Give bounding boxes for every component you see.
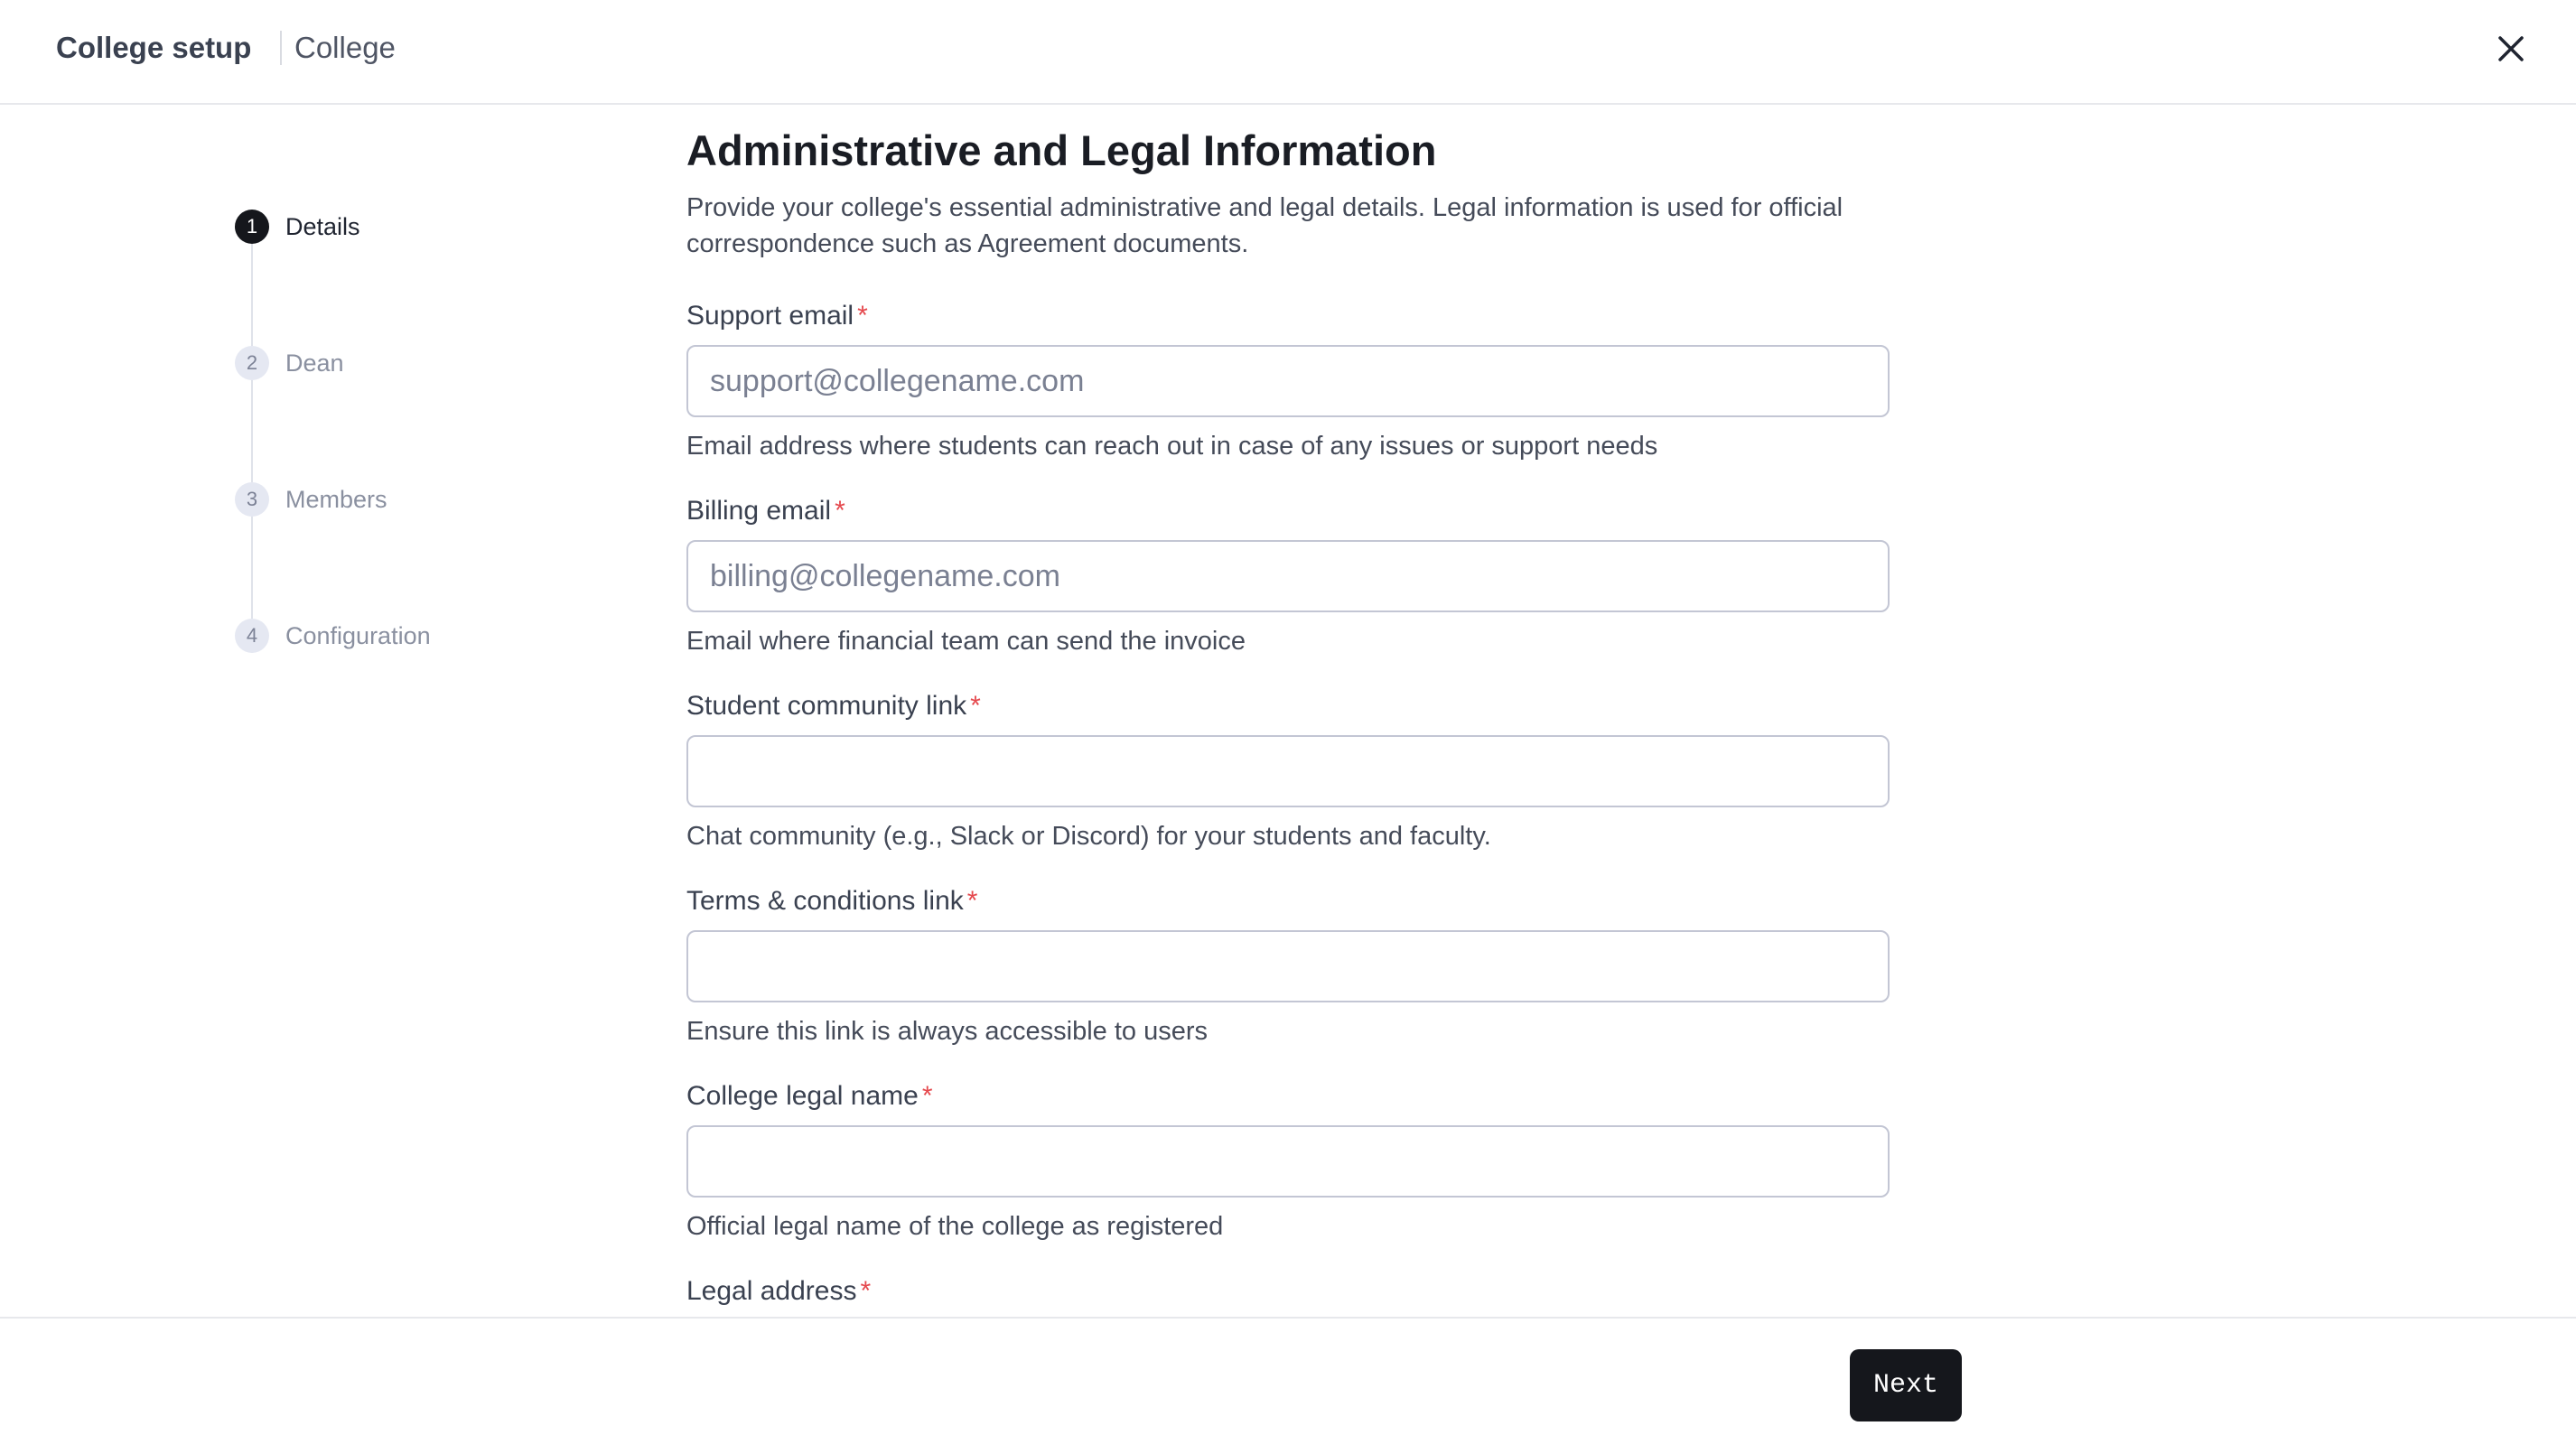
step-label: Details bbox=[285, 212, 360, 240]
section-title: Administrative and Legal Information bbox=[686, 126, 1437, 174]
field-label: Student community link bbox=[686, 691, 967, 721]
required-asterisk: * bbox=[857, 301, 868, 331]
support-email-input[interactable] bbox=[686, 345, 1890, 417]
step-connector bbox=[251, 380, 253, 482]
student-community-link-field bbox=[686, 688, 1890, 854]
field-label: College legal name bbox=[686, 1081, 919, 1111]
required-asterisk: * bbox=[921, 1081, 933, 1111]
breadcrumb-divider bbox=[280, 31, 282, 65]
step-number: 2 bbox=[235, 346, 269, 380]
step-number: 3 bbox=[235, 482, 269, 517]
terms-conditions-link-field bbox=[686, 883, 1890, 1049]
footer-bar bbox=[0, 1317, 2576, 1454]
field-hint: Email where financial team can send the invoice bbox=[686, 627, 1246, 656]
field-label: Legal address bbox=[686, 1276, 857, 1306]
step-connector bbox=[251, 517, 253, 619]
field-hint: Official legal name of the college as registered bbox=[686, 1212, 1224, 1241]
form-content bbox=[686, 119, 1890, 1306]
required-asterisk: * bbox=[835, 496, 845, 526]
terms-conditions-link-input[interactable] bbox=[686, 930, 1890, 1002]
billing-email-input[interactable] bbox=[686, 540, 1890, 612]
step-connector bbox=[251, 244, 253, 346]
step-label: Dean bbox=[285, 349, 344, 377]
field-label: Billing email bbox=[686, 496, 832, 526]
close-button[interactable] bbox=[2493, 31, 2529, 67]
field-hint: Email address where students can reach out in case of any issues or support needs bbox=[686, 432, 1658, 461]
student-community-link-input[interactable] bbox=[686, 735, 1890, 807]
step-label: Members bbox=[285, 485, 387, 513]
header-bar bbox=[0, 0, 2576, 105]
step-label: Configuration bbox=[285, 621, 431, 649]
legal-address-field bbox=[686, 1273, 1890, 1310]
step-dean[interactable] bbox=[235, 346, 344, 380]
support-email-field bbox=[686, 298, 1890, 464]
step-configuration[interactable] bbox=[235, 619, 431, 653]
field-hint: Ensure this link is always accessible to users bbox=[686, 1017, 1209, 1046]
step-members[interactable] bbox=[235, 482, 387, 517]
required-asterisk: * bbox=[966, 886, 978, 916]
section-description: Provide your college's essential administrative and legal details. Legal information is used for official correspondence such as Agreement documents. bbox=[686, 193, 1843, 258]
field-label: Support email bbox=[686, 301, 854, 331]
step-details[interactable] bbox=[235, 210, 360, 244]
college-legal-name-input[interactable] bbox=[686, 1125, 1890, 1198]
next-button[interactable]: Next bbox=[1850, 1349, 1962, 1421]
field-label: Terms & conditions link bbox=[686, 886, 964, 916]
page-title-breadcrumb: College setup bbox=[56, 31, 252, 64]
step-number: 4 bbox=[235, 619, 269, 653]
billing-email-field bbox=[686, 493, 1890, 659]
college-legal-name-field bbox=[686, 1078, 1890, 1244]
field-hint: Chat community (e.g., Slack or Discord) for your students and faculty. bbox=[686, 822, 1491, 851]
step-number: 1 bbox=[235, 210, 269, 244]
breadcrumb-current: College bbox=[294, 31, 396, 64]
required-asterisk: * bbox=[970, 691, 981, 721]
required-asterisk: * bbox=[860, 1276, 872, 1306]
close-icon bbox=[2497, 35, 2525, 62]
